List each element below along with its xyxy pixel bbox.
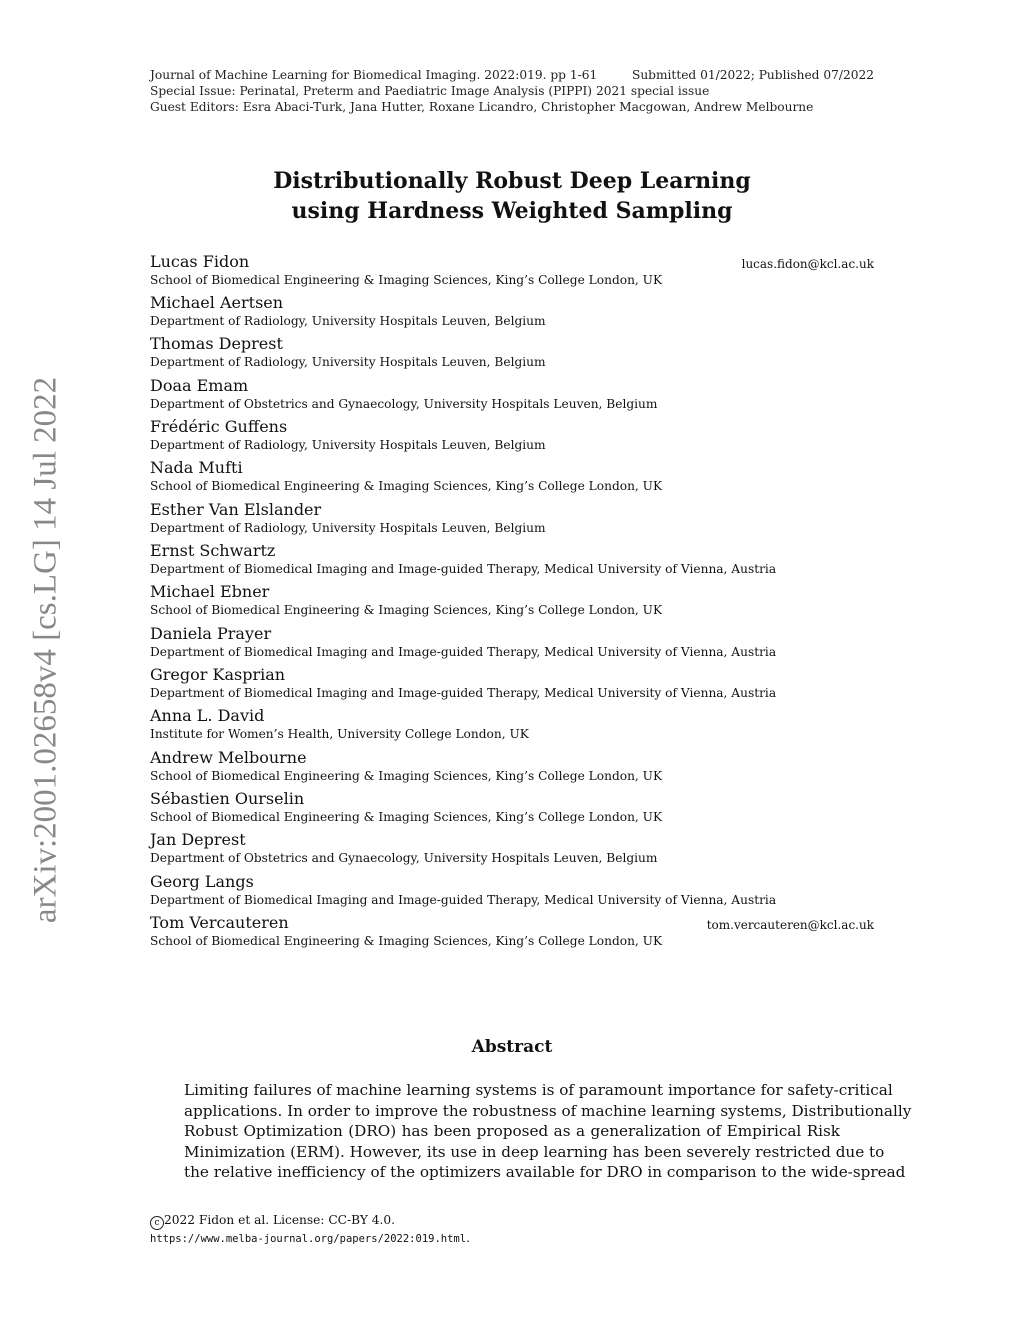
url-period: . — [466, 1231, 470, 1245]
author-affiliation: Department of Biomedical Imaging and Image-guided Therapy, Medical University of Vienna, Austria — [150, 562, 777, 576]
special-issue: Special Issue: Perinatal, Preterm and Paediatric Image Analysis (PIPPI) 2021 special issue — [150, 84, 710, 98]
author-affiliation: Department of Obstetrics and Gynaecology, University Hospitals Leuven, Belgium — [150, 851, 658, 865]
journal-info: Journal of Machine Learning for Biomedical Imaging. 2022:019. pp 1-61 — [150, 68, 598, 82]
author-affiliation: Department of Radiology, University Hospitals Leuven, Belgium — [150, 438, 546, 452]
arxiv-stamp: arXiv:2001.02658v4 [cs.LG] 14 Jul 2022 — [27, 376, 64, 924]
author-affiliation: Department of Biomedical Imaging and Image-guided Therapy, Medical University of Vienna, Austria — [150, 893, 777, 907]
author-name: Daniela Prayer — [150, 624, 272, 643]
author-affiliation: School of Biomedical Engineering & Imaging Sciences, King’s College London, UK — [150, 273, 663, 287]
abstract-line: Limiting failures of machine learning systems is of paramount importance for safety-critical — [184, 1081, 893, 1099]
author-name: Doaa Emam — [150, 376, 249, 395]
author-affiliation: School of Biomedical Engineering & Imaging Sciences, King’s College London, UK — [150, 934, 663, 948]
author-affiliation: Department of Biomedical Imaging and Image-guided Therapy, Medical University of Vienna, Austria — [150, 686, 777, 700]
author-affiliation: Department of Radiology, University Hospitals Leuven, Belgium — [150, 355, 546, 369]
paper-url-link[interactable]: https://www.melba-journal.org/papers/2022:019.html — [150, 1233, 467, 1245]
author-affiliation: School of Biomedical Engineering & Imaging Sciences, King’s College London, UK — [150, 479, 663, 493]
paper-title-line-1: Distributionally Robust Deep Learning — [273, 168, 751, 194]
abstract-line: Minimization (ERM). However, its use in deep learning has been severely restricted due to — [184, 1143, 885, 1161]
author-name: Jan Deprest — [150, 830, 246, 849]
author-name: Gregor Kasprian — [150, 665, 286, 684]
paper-url-line — [150, 1231, 470, 1245]
abstract-line: Robust Optimization (DRO) has been proposed as a generalization of Empirical Risk — [184, 1122, 840, 1140]
author-name: Anna L. David — [150, 706, 265, 725]
guest-editors: Guest Editors: Esra Abaci-Turk, Jana Hutter, Roxane Licandro, Christopher Macgowan, Andrew Melbourne — [150, 100, 814, 114]
author-name: Michael Ebner — [150, 582, 270, 601]
abstract-heading: Abstract — [471, 1037, 553, 1057]
author-affiliation: Institute for Women’s Health, University College London, UK — [150, 727, 529, 741]
author-name: Tom Vercauteren — [150, 913, 289, 932]
author-name: Esther Van Elslander — [150, 500, 322, 519]
abstract-line: the relative inefficiency of the optimizers available for DRO in comparison to the wide-spread — [184, 1163, 906, 1181]
submission-dates: Submitted 01/2022; Published 07/2022 — [631, 68, 874, 82]
author-email[interactable]: lucas.fidon@kcl.ac.uk — [741, 257, 874, 271]
author-name: Nada Mufti — [150, 458, 243, 477]
author-name: Andrew Melbourne — [150, 748, 307, 767]
abstract-line: applications. In order to improve the robustness of machine learning systems, Distributionally — [184, 1102, 912, 1120]
license-line — [150, 1213, 395, 1230]
author-name: Lucas Fidon — [150, 252, 250, 271]
author-name: Ernst Schwartz — [150, 541, 276, 560]
author-email[interactable]: tom.vercauteren@kcl.ac.uk — [706, 918, 874, 932]
author-name: Sébastien Ourselin — [150, 789, 305, 808]
paper-title-line-2: using Hardness Weighted Sampling — [291, 198, 733, 224]
author-name: Thomas Deprest — [150, 334, 283, 353]
license-text: 2022 Fidon et al. License: CC-BY 4.0. — [164, 1213, 396, 1227]
author-affiliation: Department of Radiology, University Hospitals Leuven, Belgium — [150, 521, 546, 535]
author-affiliation: Department of Radiology, University Hospitals Leuven, Belgium — [150, 314, 546, 328]
author-affiliation: School of Biomedical Engineering & Imaging Sciences, King’s College London, UK — [150, 603, 663, 617]
author-affiliation: School of Biomedical Engineering & Imaging Sciences, King’s College London, UK — [150, 769, 663, 783]
author-name: Michael Aertsen — [150, 293, 284, 312]
copyright-icon: c — [150, 1216, 164, 1230]
author-affiliation: Department of Obstetrics and Gynaecology, University Hospitals Leuven, Belgium — [150, 397, 658, 411]
author-name: Frédéric Guffens — [150, 417, 288, 436]
author-affiliation: Department of Biomedical Imaging and Image-guided Therapy, Medical University of Vienna, Austria — [150, 645, 777, 659]
author-name: Georg Langs — [150, 872, 254, 891]
author-affiliation: School of Biomedical Engineering & Imaging Sciences, King’s College London, UK — [150, 810, 663, 824]
